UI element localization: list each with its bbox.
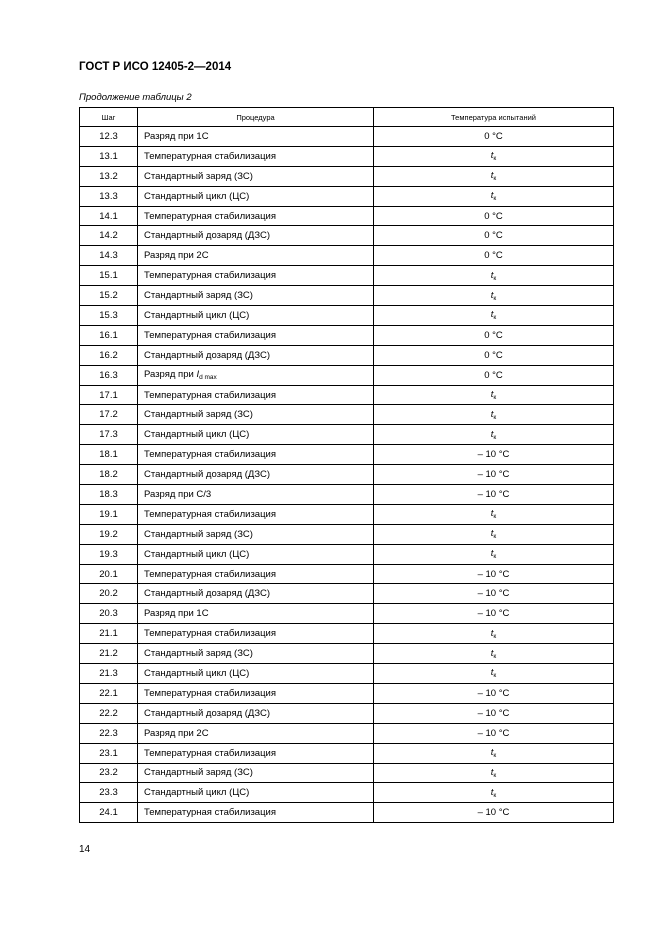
step-cell: 17.1 [80, 385, 138, 405]
temperature-cell: $t_к$ [374, 306, 614, 326]
table-row [80, 803, 614, 823]
step-cell: 20.2 [80, 584, 138, 604]
step-cell: 19.1 [80, 504, 138, 524]
table-row [80, 624, 614, 644]
table-row [80, 564, 614, 584]
step-cell: 15.1 [80, 266, 138, 286]
procedure-cell: Температурная стабилизация [138, 803, 374, 823]
step-cell: 21.3 [80, 664, 138, 684]
step-cell: 23.2 [80, 763, 138, 783]
step-cell: 17.2 [80, 405, 138, 425]
table-row [80, 743, 614, 763]
table-row [80, 286, 614, 306]
step-cell: 14.3 [80, 246, 138, 266]
procedure-cell: Стандартный заряд (ЗС) [138, 524, 374, 544]
table-row [80, 465, 614, 485]
table-row [80, 524, 614, 544]
temperature-cell: 0 °C [374, 325, 614, 345]
procedure-cell: Температурная стабилизация [138, 624, 374, 644]
table-row [80, 664, 614, 684]
temperature-cell: $t_к$ [374, 504, 614, 524]
temperature-cell: 0 °C [374, 365, 614, 385]
step-cell: 13.3 [80, 186, 138, 206]
step-cell: 17.3 [80, 425, 138, 445]
procedure-cell: Разряд при 1С [138, 127, 374, 147]
procedure-cell: Температурная стабилизация [138, 266, 374, 286]
table-row [80, 127, 614, 147]
table-row [80, 584, 614, 604]
table-row [80, 703, 614, 723]
table-row [80, 644, 614, 664]
temperature-cell: – 10 °C [374, 703, 614, 723]
procedure-cell: Разряд при 2С [138, 246, 374, 266]
procedure-cell: Стандартный цикл (ЦС) [138, 544, 374, 564]
procedure-cell: Разряд при С/3 [138, 485, 374, 505]
temperature-cell: – 10 °C [374, 803, 614, 823]
temperature-cell: $t_к$ [374, 743, 614, 763]
temperature-cell: $t_к$ [374, 644, 614, 664]
temperature-cell: – 10 °C [374, 604, 614, 624]
step-cell: 16.1 [80, 325, 138, 345]
step-cell: 16.2 [80, 345, 138, 365]
table-row [80, 345, 614, 365]
procedure-cell: Температурная стабилизация [138, 206, 374, 226]
temperature-cell: $t_к$ [374, 544, 614, 564]
temperature-cell: $t_к$ [374, 405, 614, 425]
procedure-cell: Стандартный цикл (ЦС) [138, 664, 374, 684]
step-cell: 13.2 [80, 166, 138, 186]
procedure-cell: Стандартный заряд (ЗС) [138, 405, 374, 425]
temperature-cell: $t_к$ [374, 763, 614, 783]
procedure-cell: Разряд при 2С [138, 723, 374, 743]
table-row [80, 485, 614, 505]
table-row [80, 246, 614, 266]
procedure-cell: Стандартный заряд (ЗС) [138, 763, 374, 783]
temperature-cell: $t_к$ [374, 524, 614, 544]
table-row [80, 206, 614, 226]
table-row [80, 723, 614, 743]
table-row [80, 365, 614, 385]
document-title: ГОСТ Р ИСО 12405-2—2014 [79, 61, 232, 73]
procedure-cell: Стандартный цикл (ЦС) [138, 186, 374, 206]
procedure-cell: Стандартный дозаряд (ДЗС) [138, 703, 374, 723]
procedure-cell: Температурная стабилизация [138, 564, 374, 584]
temperature-cell: – 10 °C [374, 465, 614, 485]
step-cell: 22.1 [80, 683, 138, 703]
table-row [80, 445, 614, 465]
table-row [80, 166, 614, 186]
step-cell: 12.3 [80, 127, 138, 147]
table-row [80, 405, 614, 425]
procedure-cell: Разряд при 1С [138, 604, 374, 624]
step-cell: 21.2 [80, 644, 138, 664]
step-cell: 22.3 [80, 723, 138, 743]
temperature-cell: $t_к$ [374, 624, 614, 644]
temperature-cell: – 10 °C [374, 584, 614, 604]
page-number: 14 [79, 844, 91, 855]
table-row [80, 504, 614, 524]
temperature-cell: $t_к$ [374, 266, 614, 286]
step-cell: 14.1 [80, 206, 138, 226]
temperature-cell: 0 °C [374, 246, 614, 266]
table-body [80, 127, 614, 823]
procedure-cell: Стандартный дозаряд (ДЗС) [138, 465, 374, 485]
procedure-cell: Стандартный цикл (ЦС) [138, 425, 374, 445]
step-cell: 13.1 [80, 146, 138, 166]
procedure-cell: Температурная стабилизация [138, 385, 374, 405]
table-row [80, 146, 614, 166]
temperature-cell: $t_к$ [374, 186, 614, 206]
table-row [80, 266, 614, 286]
temperature-cell: – 10 °C [374, 445, 614, 465]
step-cell: 16.3 [80, 365, 138, 385]
table-header-row [80, 108, 614, 127]
temperature-cell: 0 °C [374, 345, 614, 365]
temperature-cell: 0 °C [374, 226, 614, 246]
temperature-cell: $t_к$ [374, 286, 614, 306]
column-header-step: Шаг [80, 108, 138, 127]
step-cell: 20.1 [80, 564, 138, 584]
table-row [80, 763, 614, 783]
step-cell: 15.2 [80, 286, 138, 306]
step-cell: 22.2 [80, 703, 138, 723]
table-row [80, 425, 614, 445]
temperature-cell: $t_к$ [374, 385, 614, 405]
temperature-cell: $t_к$ [374, 664, 614, 684]
procedure-cell: Стандартный заряд (ЗС) [138, 644, 374, 664]
procedure-cell: Температурная стабилизация [138, 743, 374, 763]
temperature-cell: 0 °C [374, 127, 614, 147]
procedure-cell: Разряд при $I_{d max}$ [138, 365, 374, 385]
column-header-temperature: Температура испытаний [374, 108, 614, 127]
procedure-cell: Стандартный дозаряд (ДЗС) [138, 226, 374, 246]
table-row [80, 186, 614, 206]
temperature-cell: – 10 °C [374, 683, 614, 703]
procedure-cell: Стандартный заряд (ЗС) [138, 166, 374, 186]
procedure-table [79, 107, 614, 823]
procedure-cell: Стандартный заряд (ЗС) [138, 286, 374, 306]
temperature-cell: $t_к$ [374, 425, 614, 445]
table-caption: Продолжение таблицы 2 [79, 92, 192, 103]
procedure-cell: Температурная стабилизация [138, 445, 374, 465]
column-header-procedure: Процедура [138, 108, 374, 127]
procedure-cell: Стандартный дозаряд (ДЗС) [138, 584, 374, 604]
table-row [80, 226, 614, 246]
temperature-cell: $t_к$ [374, 166, 614, 186]
temperature-cell: – 10 °C [374, 485, 614, 505]
step-cell: 19.2 [80, 524, 138, 544]
procedure-cell: Стандартный цикл (ЦС) [138, 783, 374, 803]
procedure-cell: Температурная стабилизация [138, 325, 374, 345]
procedure-cell: Стандартный дозаряд (ДЗС) [138, 345, 374, 365]
step-cell: 18.1 [80, 445, 138, 465]
temperature-cell: – 10 °C [374, 723, 614, 743]
table-row [80, 544, 614, 564]
procedure-cell: Стандартный цикл (ЦС) [138, 306, 374, 326]
step-cell: 18.2 [80, 465, 138, 485]
table-row [80, 604, 614, 624]
temperature-cell: $t_к$ [374, 783, 614, 803]
temperature-cell: 0 °C [374, 206, 614, 226]
procedure-cell: Температурная стабилизация [138, 683, 374, 703]
table-row [80, 325, 614, 345]
step-cell: 21.1 [80, 624, 138, 644]
temperature-cell: $t_к$ [374, 146, 614, 166]
procedure-cell: Температурная стабилизация [138, 504, 374, 524]
table-row [80, 683, 614, 703]
step-cell: 23.1 [80, 743, 138, 763]
procedure-cell: Температурная стабилизация [138, 146, 374, 166]
step-cell: 20.3 [80, 604, 138, 624]
step-cell: 15.3 [80, 306, 138, 326]
table-row [80, 783, 614, 803]
step-cell: 14.2 [80, 226, 138, 246]
step-cell: 18.3 [80, 485, 138, 505]
table-row [80, 306, 614, 326]
table-row [80, 385, 614, 405]
temperature-cell: – 10 °C [374, 564, 614, 584]
step-cell: 24.1 [80, 803, 138, 823]
step-cell: 19.3 [80, 544, 138, 564]
step-cell: 23.3 [80, 783, 138, 803]
